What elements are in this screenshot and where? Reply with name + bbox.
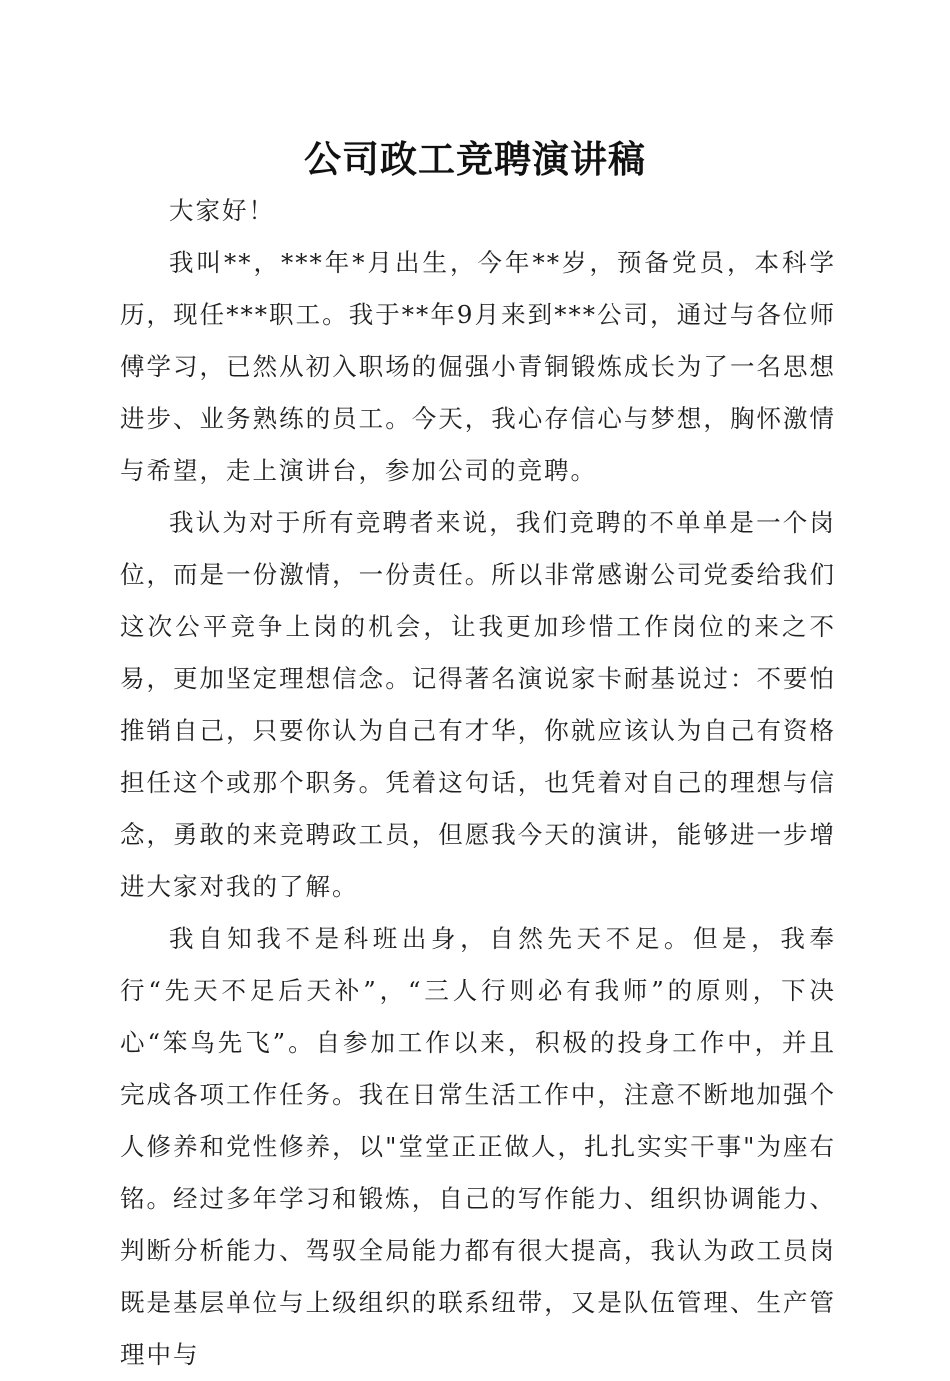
document-title: 公司政工竞聘演讲稿 [304, 137, 646, 181]
document-body [120, 185, 836, 1381]
paragraph-self-assessment: 我自知我不是科班出身，自然先天不足。但是，我奉行“先天不足后天补”，“三人行则必有我师”的原则，下决心“笨鸟先飞”。自参加工作以来，积极的投身工作中，并且完成各项工作任务。我在日常生活工作中，注意不断地加强个人修养和党性修养，以"堂堂正正做人，扎扎实实干事"为座右铭。经过多年学习和锻炼，自己的写作能力、组织协调能力、判断分析能力、驾驭全局能力都有很大提高，我认为政工员岗既是基层单位与上级组织的联系纽带，又是队伍管理、生产管理中与 [120, 924, 836, 1369]
paragraph-introduction: 我叫**，***年*月出生，今年**岁，预备党员，本科学历，现任***职工。我于**年9月来到***公司，通过与各位师傅学习，已然从初入职场的倔强小青铜锻炼成长为了一名思想进步、业务熟练的员工。今天，我心存信心与梦想，胸怀激情与希望，走上演讲台，参加公司的竞聘。 [120, 248, 836, 485]
paragraph-greeting: 大家好！ [169, 196, 275, 225]
paragraph-motivation: 我认为对于所有竞聘者来说，我们竞聘的不单单是一个岗位，而是一份激情，一份责任。所以非常感谢公司党委给我们这次公平竞争上岗的机会，让我更加珍惜工作岗位的来之不易，更加坚定理想信念。记得著名演说家卡耐基说过：不要怕推销自己，只要你认为自己有才华，你就应该认为自己有资格担任这个或那个职务。凭着这句话，也凭着对自己的理想与信念，勇敢的来竞聘政工员，但愿我今天的演讲，能够进一步增进大家对我的了解。 [120, 508, 836, 901]
